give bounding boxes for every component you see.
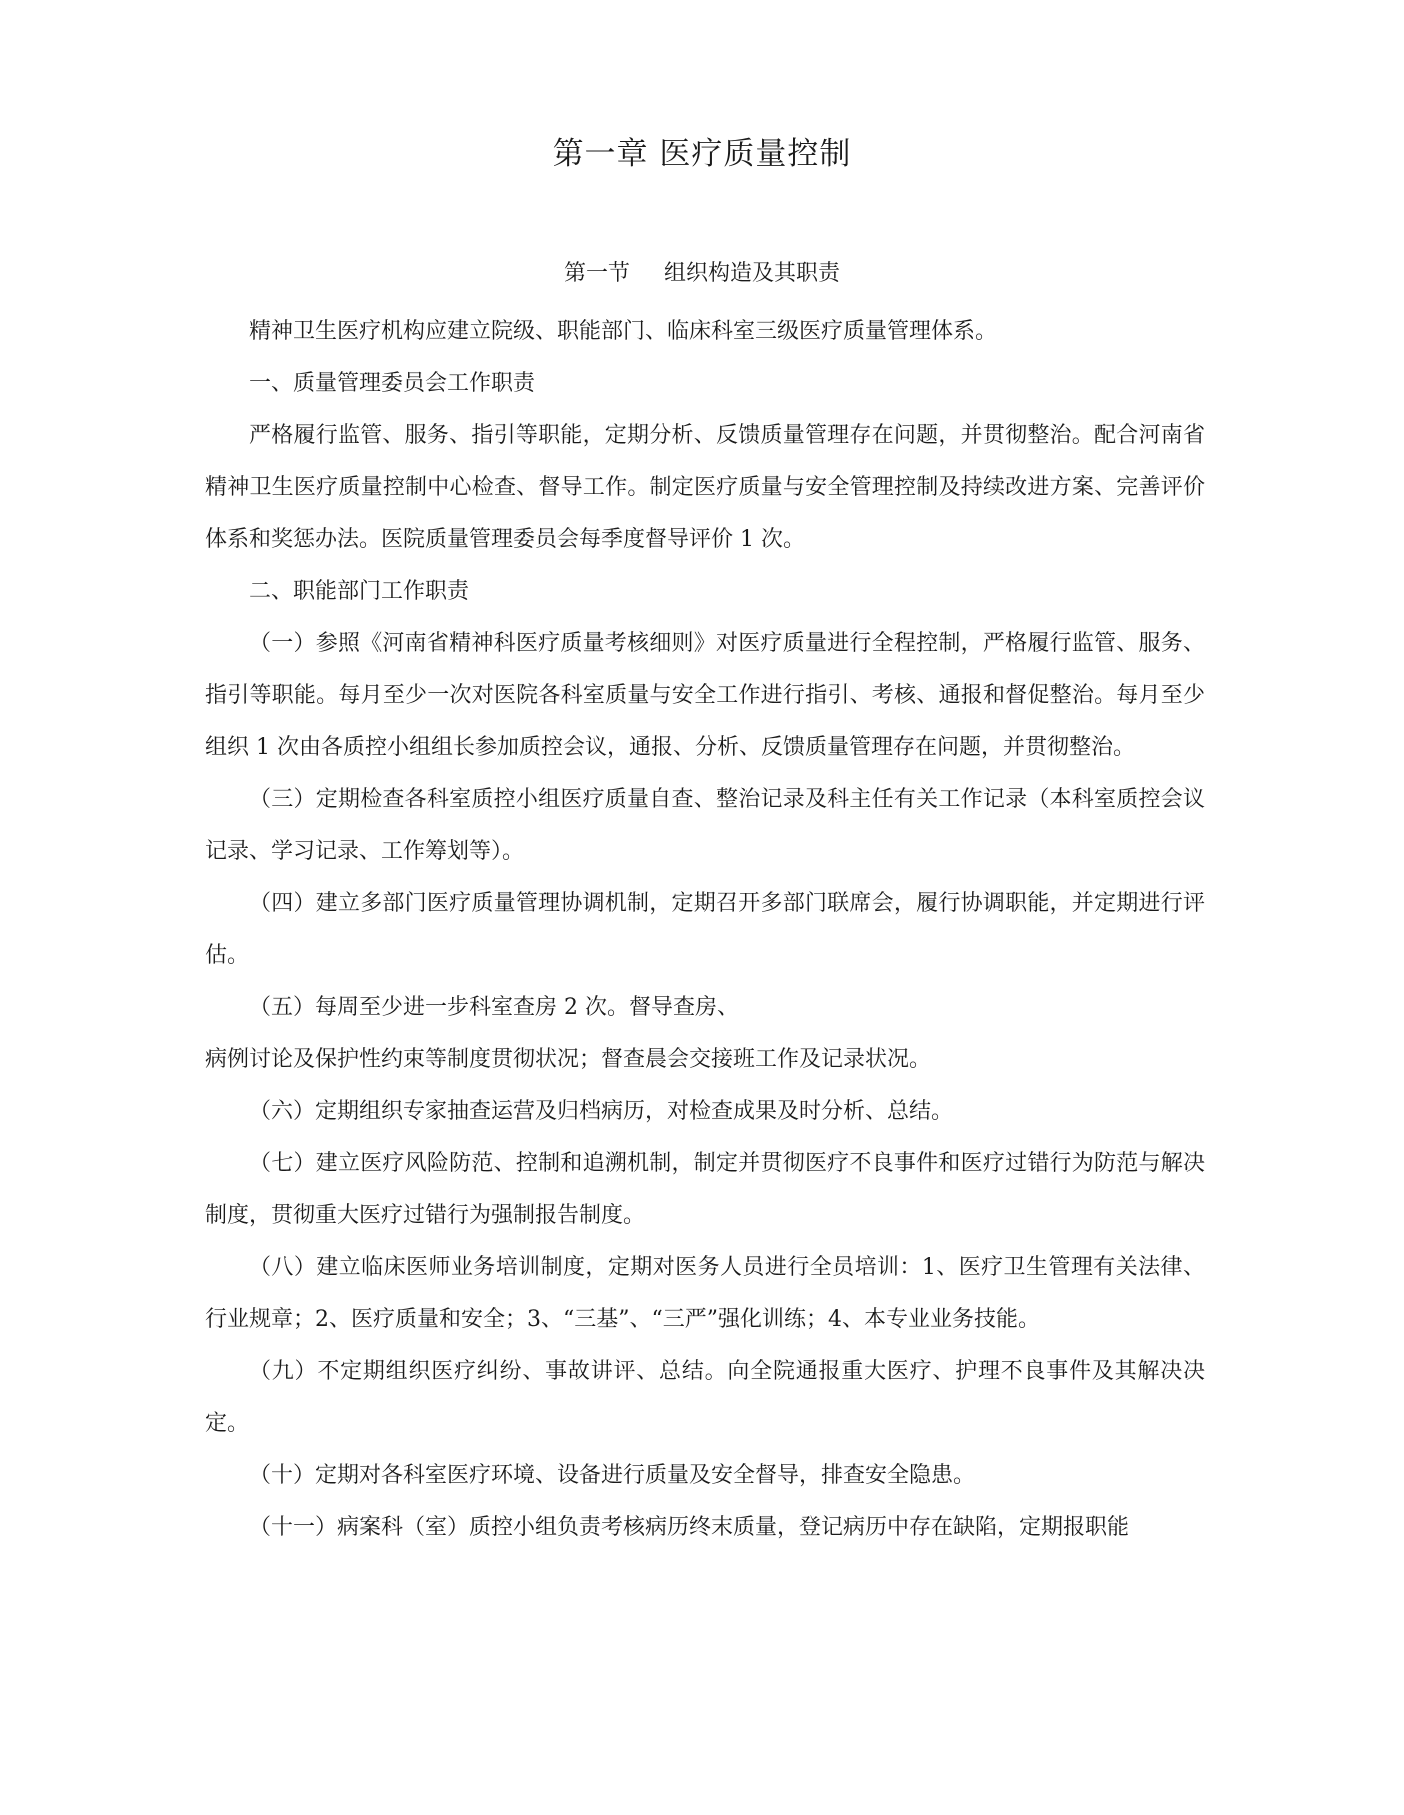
- paragraph-committee: 严格履行监管、服务、指引等职能，定期分析、反馈质量管理存在问题，并贯彻整治。配合河南省精神卫生医疗质量控制中心检查、督导工作。制定医疗质量与安全管理控制及持续改进方案、完善评价体系和奖惩办法。医院质量管理委员会每季度督导评价 1 次。: [205, 423, 1205, 552]
- section-number: 第一节: [563, 261, 630, 286]
- paragraph-item-4: （四）建立多部门医疗质量管理协调机制，定期召开多部门联席会，履行协调职能，并定期进行评估。: [205, 891, 1205, 968]
- heading-committee-duties: 一、质量管理委员会工作职责: [249, 371, 536, 396]
- chapter-title: 第一章 医疗质量控制: [552, 136, 852, 172]
- paragraph-item-6: （六）定期组织专家抽查运营及归档病历，对检查成果及时分析、总结。: [249, 1099, 954, 1124]
- paragraph-item-10: （十）定期对各科室医疗环境、设备进行质量及安全督导，排查安全隐患。: [249, 1463, 976, 1488]
- paragraph-item-1: （一）参照《河南省精神科医疗质量考核细则》对医疗质量进行全程控制，严格履行监管、服务、指引等职能。每月至少一次对医院各科室质量与安全工作进行指引、考核、通报和督促整治。每月至少组织 1 次由各质控小组组长参加质控会议，通报、分析、反馈质量管理存在问题，并贯彻整治。: [205, 631, 1205, 760]
- section-heading: [0, 258, 1404, 290]
- paragraph-item-9: （九）不定期组织医疗纠纷、事故讲评、总结。向全院通报重大医疗、护理不良事件及其解决决定。: [205, 1359, 1205, 1436]
- heading-department-duties: 二、职能部门工作职责: [249, 579, 470, 604]
- paragraph-item-7: （七）建立医疗风险防范、控制和追溯机制，制定并贯彻医疗不良事件和医疗过错行为防范与解决制度，贯彻重大医疗过错行为强制报告制度。: [205, 1151, 1205, 1228]
- paragraph-intro: 精神卫生医疗机构应建立院级、职能部门、临床科室三级医疗质量管理体系。: [249, 319, 998, 344]
- paragraph-item-5: （五）每周至少进一步科室查房 2 次。督导查房、: [249, 995, 739, 1020]
- paragraph-item-8: （八）建立临床医师业务培训制度，定期对医务人员进行全员培训：1、医疗卫生管理有关法律、行业规章；2、医疗质量和安全；3、“三基”、“三严”强化训练；4、本专业业务技能。: [205, 1255, 1205, 1332]
- body-text: [205, 306, 1205, 1554]
- section-title: 组织构造及其职责: [664, 261, 841, 286]
- paragraph-item-5-continued: 病例讨论及保护性约束等制度贯彻状况；督查晨会交接班工作及记录状况。: [205, 1047, 932, 1072]
- paragraph-item-3: （三）定期检查各科室质控小组医疗质量自查、整治记录及科主任有关工作记录（本科室质控会议记录、学习记录、工作筹划等）。: [205, 787, 1205, 864]
- paragraph-item-11: （十一）病案科（室）质控小组负责考核病历终末质量，登记病历中存在缺陷，定期报职能: [249, 1515, 1130, 1540]
